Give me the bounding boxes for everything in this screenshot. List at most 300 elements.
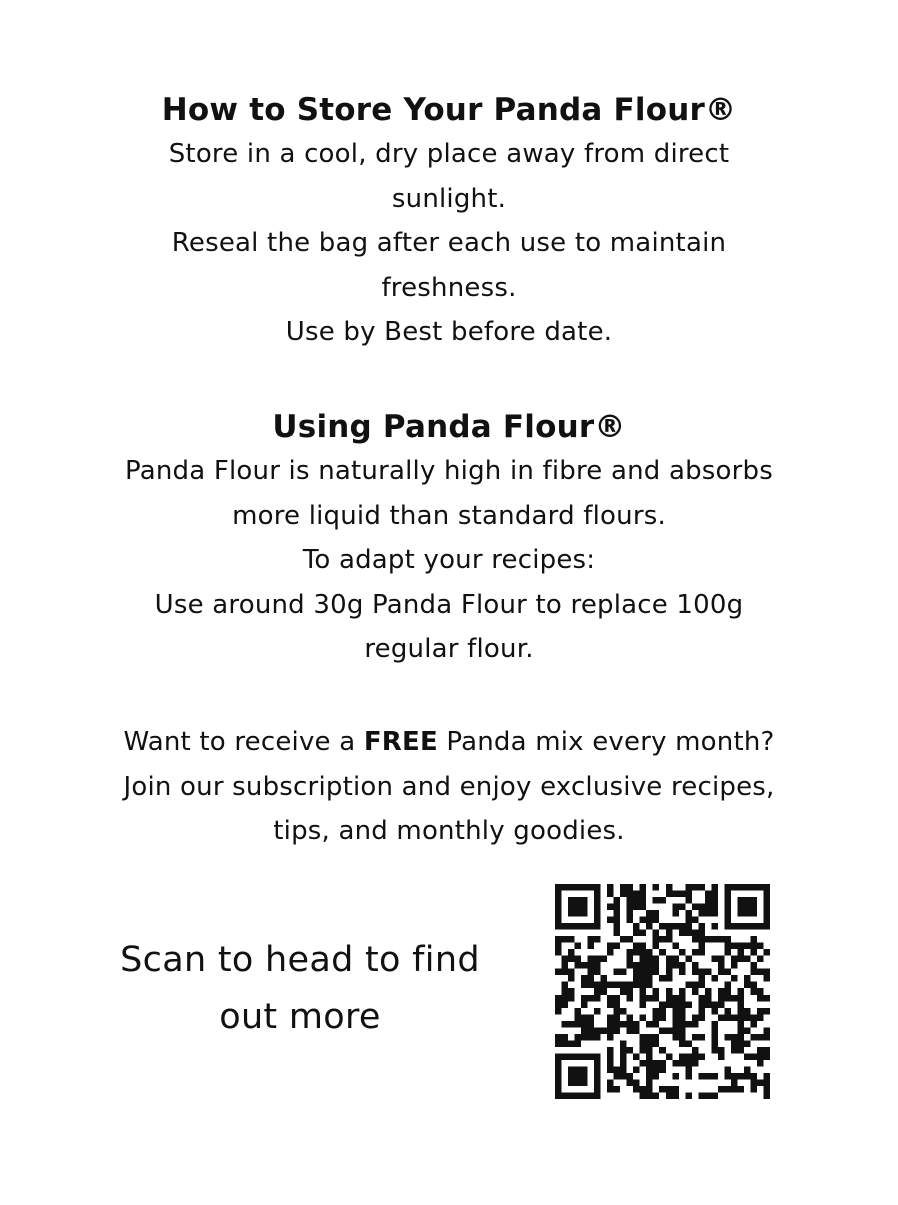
qr-module	[750, 1014, 757, 1021]
qr-module	[640, 1060, 647, 1067]
qr-finder-module	[763, 910, 770, 917]
qr-module	[627, 910, 634, 917]
qr-module	[685, 982, 692, 989]
qr-finder-module	[763, 891, 770, 898]
qr-module	[757, 943, 764, 950]
qr-finder-module	[724, 923, 731, 930]
qr-module	[718, 956, 725, 963]
qr-module	[659, 1008, 666, 1015]
qr-module	[640, 904, 647, 911]
qr-module	[562, 1001, 569, 1008]
qr-module	[711, 897, 718, 904]
qr-module	[627, 1014, 634, 1021]
qr-finder-module	[724, 917, 731, 924]
usage-line: more liquid than standard flours.	[232, 500, 666, 531]
qr-finder-module	[581, 1053, 588, 1060]
qr-module	[614, 1027, 621, 1034]
qr-module	[750, 962, 757, 969]
qr-finder-module	[594, 1060, 601, 1067]
qr-module	[653, 988, 660, 995]
qr-module	[711, 1047, 718, 1054]
qr-module	[731, 962, 738, 969]
qr-finder-module	[724, 884, 731, 891]
qr-module	[627, 995, 634, 1002]
qr-finder-module	[757, 923, 764, 930]
qr-module	[672, 956, 679, 963]
qr-module	[640, 949, 647, 956]
qr-code-icon[interactable]	[555, 884, 770, 1099]
qr-module	[666, 891, 673, 898]
qr-module	[692, 904, 699, 911]
qr-module	[627, 956, 634, 963]
qr-finder-module	[763, 917, 770, 924]
qr-module	[659, 1014, 666, 1021]
qr-module	[750, 936, 757, 943]
qr-module	[763, 969, 770, 976]
qr-module	[685, 1021, 692, 1028]
qr-module	[588, 975, 595, 982]
qr-module	[685, 897, 692, 904]
qr-module	[744, 1066, 751, 1073]
qr-finder-module	[555, 917, 562, 924]
qr-module	[588, 956, 595, 963]
qr-module	[685, 1066, 692, 1073]
qr-module	[588, 936, 595, 943]
qr-module	[601, 956, 608, 963]
qr-module	[562, 1034, 569, 1041]
qr-module	[763, 1034, 770, 1041]
qr-module	[679, 930, 686, 937]
qr-finder-module	[594, 910, 601, 917]
qr-module	[711, 910, 718, 917]
qr-module	[653, 1021, 660, 1028]
storage-line: freshness.	[381, 272, 517, 303]
qr-module	[750, 949, 757, 956]
qr-module	[601, 1027, 608, 1034]
qr-module	[672, 962, 679, 969]
qr-finder-module	[562, 1053, 569, 1060]
qr-module	[718, 988, 725, 995]
qr-module	[672, 1008, 679, 1015]
qr-module	[562, 1021, 569, 1028]
qr-module	[731, 956, 738, 963]
qr-module	[711, 1040, 718, 1047]
qr-module	[737, 1040, 744, 1047]
usage-line: Panda Flour is naturally high in fibre and absorbs	[125, 456, 773, 486]
qr-module	[653, 897, 660, 904]
qr-module	[757, 1008, 764, 1015]
qr-module	[640, 884, 647, 891]
qr-module	[555, 1040, 562, 1047]
qr-module	[607, 1001, 614, 1008]
qr-module	[607, 884, 614, 891]
qr-module	[555, 1001, 562, 1008]
qr-module	[588, 1034, 595, 1041]
qr-module	[614, 923, 621, 930]
qr-module	[724, 982, 731, 989]
qr-module	[633, 904, 640, 911]
qr-module	[705, 1073, 712, 1080]
qr-module	[724, 936, 731, 943]
qr-module	[568, 969, 575, 976]
qr-finder-module	[594, 923, 601, 930]
qr-module	[614, 917, 621, 924]
scan-prompt-line: Scan to head to find	[120, 940, 480, 980]
qr-module	[763, 1027, 770, 1034]
qr-module	[685, 910, 692, 917]
qr-module	[646, 982, 653, 989]
qr-finder-module	[724, 897, 731, 904]
qr-module	[607, 982, 614, 989]
qr-finder-module	[555, 1086, 562, 1093]
qr-module	[627, 988, 634, 995]
qr-module	[601, 982, 608, 989]
qr-module	[575, 1014, 582, 1021]
qr-module	[685, 1073, 692, 1080]
qr-module	[607, 995, 614, 1002]
qr-module	[763, 995, 770, 1002]
qr-module	[568, 956, 575, 963]
qr-module	[692, 949, 699, 956]
qr-finder-module	[555, 1053, 562, 1060]
qr-module	[646, 1060, 653, 1067]
qr-module	[666, 1053, 673, 1060]
qr-module	[588, 1021, 595, 1028]
qr-finder-module	[555, 884, 562, 891]
qr-module	[698, 1053, 705, 1060]
qr-module	[633, 1027, 640, 1034]
qr-module	[607, 1053, 614, 1060]
qr-module	[711, 904, 718, 911]
qr-finder-center	[737, 897, 757, 917]
qr-module	[614, 995, 621, 1002]
qr-module	[737, 1047, 744, 1054]
qr-module	[698, 1014, 705, 1021]
qr-module	[763, 1086, 770, 1093]
qr-module	[731, 1073, 738, 1080]
qr-module	[711, 936, 718, 943]
qr-finder-module	[555, 897, 562, 904]
qr-module	[646, 1034, 653, 1041]
qr-module	[614, 943, 621, 950]
qr-module	[672, 1086, 679, 1093]
qr-module	[666, 930, 673, 937]
qr-module	[640, 962, 647, 969]
qr-finder-module	[724, 904, 731, 911]
qr-module	[633, 897, 640, 904]
offer-text-before: Want to receive a	[123, 727, 364, 757]
qr-module	[750, 1053, 757, 1060]
qr-module	[659, 923, 666, 930]
qr-module	[672, 1060, 679, 1067]
qr-module	[575, 1034, 582, 1041]
qr-finder-module	[750, 884, 757, 891]
qr-module	[601, 988, 608, 995]
qr-module	[568, 936, 575, 943]
qr-module	[555, 943, 562, 950]
qr-module	[685, 930, 692, 937]
qr-module	[750, 1021, 757, 1028]
qr-module	[692, 962, 699, 969]
qr-module	[698, 936, 705, 943]
qr-module	[614, 1066, 621, 1073]
qr-module	[692, 1047, 699, 1054]
qr-module	[705, 969, 712, 976]
qr-finder-module	[568, 923, 575, 930]
qr-module	[581, 1021, 588, 1028]
qr-module	[737, 943, 744, 950]
qr-module	[731, 1034, 738, 1041]
qr-module	[672, 1021, 679, 1028]
qr-module	[757, 1060, 764, 1067]
qr-module	[614, 1008, 621, 1015]
qr-module	[575, 1008, 582, 1015]
qr-module	[633, 962, 640, 969]
qr-module	[594, 982, 601, 989]
qr-finder-module	[562, 884, 569, 891]
qr-finder-module	[555, 910, 562, 917]
qr-module	[718, 969, 725, 976]
qr-finder-module	[581, 923, 588, 930]
qr-module	[588, 982, 595, 989]
qr-module	[607, 1034, 614, 1041]
qr-module	[607, 1027, 614, 1034]
qr-module	[698, 910, 705, 917]
qr-module	[737, 1021, 744, 1028]
qr-module	[711, 1092, 718, 1099]
qr-module	[627, 1027, 634, 1034]
qr-module	[581, 962, 588, 969]
qr-finder-module	[555, 1066, 562, 1073]
qr-module	[653, 962, 660, 969]
storage-line: sunlight.	[391, 183, 507, 214]
qr-module	[594, 936, 601, 943]
qr-module	[640, 1014, 647, 1021]
qr-finder-module	[594, 904, 601, 911]
qr-module	[679, 904, 686, 911]
qr-module	[627, 904, 634, 911]
qr-module	[614, 930, 621, 937]
qr-module	[562, 988, 569, 995]
qr-module	[646, 1047, 653, 1054]
qr-module	[640, 1047, 647, 1054]
qr-finder-module	[594, 884, 601, 891]
qr-module	[555, 949, 562, 956]
qr-module	[640, 1086, 647, 1093]
qr-module	[731, 943, 738, 950]
qr-module	[666, 988, 673, 995]
qr-module	[555, 1008, 562, 1015]
qr-module	[750, 982, 757, 989]
qr-module	[620, 1021, 627, 1028]
qr-module	[627, 891, 634, 898]
qr-module	[685, 884, 692, 891]
qr-module	[640, 917, 647, 924]
qr-module	[646, 917, 653, 924]
qr-module	[698, 884, 705, 891]
qr-module	[575, 1021, 582, 1028]
qr-module	[633, 891, 640, 898]
qr-module	[744, 1053, 751, 1060]
qr-module	[620, 988, 627, 995]
qr-module	[614, 1073, 621, 1080]
qr-module	[633, 930, 640, 937]
qr-module	[640, 1040, 647, 1047]
qr-finder-module	[594, 891, 601, 898]
qr-module	[698, 943, 705, 950]
qr-module	[620, 1060, 627, 1067]
qr-finder-module	[581, 1092, 588, 1099]
qr-module	[698, 930, 705, 937]
qr-module	[692, 1034, 699, 1041]
qr-module	[731, 975, 738, 982]
qr-module	[614, 1001, 621, 1008]
qr-module	[705, 1001, 712, 1008]
qr-module	[581, 975, 588, 982]
qr-module	[757, 1047, 764, 1054]
qr-module	[568, 995, 575, 1002]
qr-module	[692, 969, 699, 976]
qr-finder-module	[568, 1053, 575, 1060]
qr-module	[744, 1014, 751, 1021]
qr-module	[679, 1060, 686, 1067]
qr-module	[640, 943, 647, 950]
qr-module	[620, 884, 627, 891]
qr-module	[646, 1053, 653, 1060]
qr-finder-module	[588, 884, 595, 891]
qr-module	[666, 975, 673, 982]
qr-module	[653, 1034, 660, 1041]
qr-module	[659, 1001, 666, 1008]
qr-module	[607, 917, 614, 924]
qr-module	[750, 988, 757, 995]
qr-module	[685, 1092, 692, 1099]
qr-finder-module	[757, 884, 764, 891]
qr-module	[711, 884, 718, 891]
qr-module	[627, 917, 634, 924]
qr-module	[646, 1040, 653, 1047]
qr-module	[698, 1001, 705, 1008]
qr-finder-module	[594, 1086, 601, 1093]
qr-module	[731, 1040, 738, 1047]
qr-module	[711, 1073, 718, 1080]
qr-module	[607, 1047, 614, 1054]
usage-line: Use around 30g Panda Flour to replace 100g	[154, 589, 744, 620]
qr-module	[646, 1021, 653, 1028]
qr-module	[763, 975, 770, 982]
qr-module	[737, 988, 744, 995]
qr-module	[666, 995, 673, 1002]
qr-module	[627, 1021, 634, 1028]
qr-module	[731, 1047, 738, 1054]
qr-module	[640, 995, 647, 1002]
qr-module	[568, 1021, 575, 1028]
qr-module	[620, 1073, 627, 1080]
qr-module	[575, 956, 582, 963]
qr-module	[653, 969, 660, 976]
qr-module	[568, 975, 575, 982]
qr-module	[679, 1027, 686, 1034]
qr-module	[640, 891, 647, 898]
qr-module	[594, 1027, 601, 1034]
qr-module	[640, 969, 647, 976]
qr-finder-module	[731, 923, 738, 930]
qr-module	[724, 1066, 731, 1073]
qr-module	[646, 923, 653, 930]
qr-module	[737, 1027, 744, 1034]
qr-module	[607, 1021, 614, 1028]
qr-module	[731, 995, 738, 1002]
qr-module	[562, 982, 569, 989]
qr-module	[620, 1053, 627, 1060]
qr-module	[672, 904, 679, 911]
qr-module	[711, 1034, 718, 1041]
qr-module	[692, 1053, 699, 1060]
qr-module	[581, 1001, 588, 1008]
qr-module	[562, 962, 569, 969]
qr-module	[711, 975, 718, 982]
qr-module	[640, 1001, 647, 1008]
qr-module	[705, 904, 712, 911]
qr-module	[614, 982, 621, 989]
qr-module	[568, 988, 575, 995]
qr-module	[685, 1040, 692, 1047]
qr-module	[620, 1008, 627, 1015]
qr-module	[705, 995, 712, 1002]
storage-line: Use by Best before date.	[285, 317, 613, 347]
qr-module	[672, 1034, 679, 1041]
qr-module	[620, 891, 627, 898]
qr-module	[666, 962, 673, 969]
qr-module	[757, 969, 764, 976]
qr-module	[607, 891, 614, 898]
storage-line: Reseal the bag after each use to maintain	[171, 228, 727, 258]
qr-module	[711, 956, 718, 963]
qr-module	[679, 1040, 686, 1047]
qr-module	[614, 969, 621, 976]
qr-module	[724, 1034, 731, 1041]
qr-finder-module	[555, 923, 562, 930]
qr-finder-module	[594, 917, 601, 924]
qr-module	[614, 897, 621, 904]
qr-module	[640, 982, 647, 989]
qr-finder-module	[555, 891, 562, 898]
qr-module	[718, 1053, 725, 1060]
qr-module	[718, 1014, 725, 1021]
qr-module	[562, 956, 569, 963]
usage-line: regular flour.	[364, 634, 534, 664]
qr-module	[653, 1060, 660, 1067]
qr-module	[562, 969, 569, 976]
qr-finder-module	[763, 923, 770, 930]
qr-module	[607, 1086, 614, 1093]
qr-module	[685, 956, 692, 963]
qr-module	[653, 910, 660, 917]
qr-module	[763, 1092, 770, 1099]
qr-module	[679, 1053, 686, 1060]
qr-finder-center	[568, 897, 588, 917]
qr-module	[646, 910, 653, 917]
qr-module	[588, 1027, 595, 1034]
qr-module	[627, 1047, 634, 1054]
qr-module	[581, 982, 588, 989]
qr-module	[679, 1021, 686, 1028]
qr-module	[666, 923, 673, 930]
qr-module	[633, 969, 640, 976]
qr-finder-module	[575, 923, 582, 930]
qr-module	[607, 1066, 614, 1073]
qr-finder-module	[744, 884, 751, 891]
